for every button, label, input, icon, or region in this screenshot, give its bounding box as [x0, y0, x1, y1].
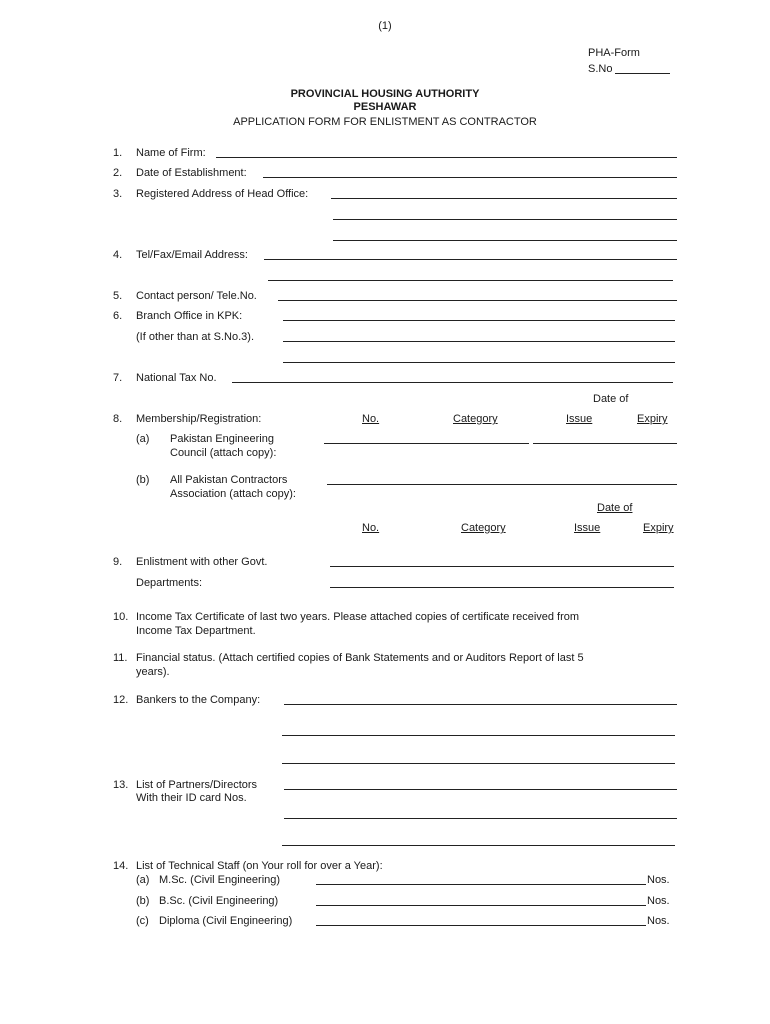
partners-label-2: With their ID card Nos. — [136, 792, 247, 804]
form-title: APPLICATION FORM FOR ENLISTMENT AS CONTRACTOR — [233, 116, 537, 128]
branch-office-note: (If other than at S.No.3). — [136, 331, 255, 343]
serial-number-field[interactable] — [615, 73, 670, 74]
item-number: 6. — [113, 310, 123, 322]
column-issue: Issue — [566, 413, 593, 425]
item-number: 1. — [113, 147, 123, 159]
sub-item-mark: (c) — [136, 915, 149, 927]
head-office-address-field-3[interactable] — [333, 240, 677, 241]
column-category: Category — [453, 413, 498, 425]
contact-details-label: Tel/Fax/Email Address: — [136, 249, 248, 261]
item-number: 5. — [113, 290, 123, 302]
item-number: 13. — [113, 779, 129, 791]
bankers-label: Bankers to the Company: — [136, 694, 261, 706]
pca-field[interactable] — [327, 484, 677, 485]
partners-field-2[interactable] — [284, 818, 677, 819]
column-no-2: No. — [362, 522, 380, 534]
sub-item-mark: (a) — [136, 433, 150, 445]
authority-name: PROVINCIAL HOUSING AUTHORITY — [290, 88, 480, 100]
item-number: 14. — [113, 860, 129, 872]
serial-number-label: S.No — [588, 63, 613, 75]
firm-name-field[interactable] — [216, 157, 677, 158]
national-tax-field[interactable] — [232, 382, 673, 383]
sub-item-mark: (b) — [136, 895, 150, 907]
contact-details-field[interactable] — [264, 259, 677, 260]
branch-office-label: Branch Office in KPK: — [136, 310, 243, 322]
diploma-count-field[interactable] — [316, 925, 646, 926]
bsc-label: B.Sc. (Civil Engineering) — [159, 895, 279, 907]
item-number: 10. — [113, 611, 129, 623]
pec-label-2: Council (attach copy): — [170, 447, 277, 459]
membership-label: Membership/Registration: — [136, 413, 262, 425]
pec-label: Pakistan Engineering — [170, 433, 274, 445]
establishment-date-field[interactable] — [263, 177, 677, 178]
diploma-label: Diploma (Civil Engineering) — [159, 915, 293, 927]
firm-name-label: Name of Firm: — [136, 147, 206, 159]
form-id: PHA-Form — [588, 47, 640, 59]
item-number: 9. — [113, 556, 123, 568]
head-office-address-label: Registered Address of Head Office: — [136, 188, 309, 200]
financial-status-text-2: years). — [136, 666, 170, 678]
msc-label: M.Sc. (Civil Engineering) — [159, 874, 281, 886]
other-enlistment-field-2[interactable] — [330, 587, 674, 588]
partners-field-3[interactable] — [282, 845, 675, 846]
column-expiry: Expiry — [637, 413, 668, 425]
item-number: 8. — [113, 413, 123, 425]
item-number: 3. — [113, 188, 123, 200]
branch-office-field-3[interactable] — [283, 362, 675, 363]
column-expiry-2: Expiry — [643, 522, 674, 534]
contact-person-field[interactable] — [278, 300, 677, 301]
pec-number-category-field[interactable] — [324, 443, 529, 444]
other-enlistment-label: Enlistment with other Govt. — [136, 556, 268, 568]
column-no: No. — [362, 413, 380, 425]
bankers-field-3[interactable] — [282, 763, 675, 764]
sub-item-mark: (b) — [136, 474, 150, 486]
contact-details-field-2[interactable] — [268, 280, 673, 281]
bsc-count-field[interactable] — [316, 905, 646, 906]
financial-status-text: Financial status. (Attach certified copies of Bank Statements and or Auditors Report of last 5 — [136, 652, 584, 664]
partners-field[interactable] — [284, 789, 677, 790]
column-category-2: Category — [461, 522, 506, 534]
item-number: 11. — [113, 652, 128, 664]
head-office-address-field-2[interactable] — [333, 219, 677, 220]
authority-city: PESHAWAR — [353, 101, 417, 113]
msc-count-field[interactable] — [316, 884, 646, 885]
item-number: 4. — [113, 249, 123, 261]
bankers-field[interactable] — [284, 704, 677, 705]
pec-date-field[interactable] — [533, 443, 677, 444]
branch-office-field[interactable] — [283, 320, 675, 321]
head-office-address-field[interactable] — [331, 198, 677, 199]
sub-item-mark: (a) — [136, 874, 150, 886]
column-issue-2: Issue — [574, 522, 601, 534]
diploma-nos: Nos. — [647, 915, 670, 927]
item-number: 2. — [113, 167, 123, 179]
pca-label-2: Association (attach copy): — [170, 488, 296, 500]
other-enlistment-label-2: Departments: — [136, 577, 203, 589]
bsc-nos: Nos. — [647, 895, 670, 907]
technical-staff-label: List of Technical Staff (on Your roll for over a Year): — [136, 860, 383, 872]
establishment-date-label: Date of Establishment: — [136, 167, 247, 179]
national-tax-label: National Tax No. — [136, 372, 217, 384]
date-of-header-2: Date of — [597, 502, 633, 514]
other-enlistment-field[interactable] — [330, 566, 674, 567]
income-tax-text: Income Tax Certificate of last two years. Please attached copies of certificate received from — [136, 611, 580, 623]
bankers-field-2[interactable] — [282, 735, 675, 736]
pca-label: All Pakistan Contractors — [170, 474, 288, 486]
contact-person-label: Contact person/ Tele.No. — [136, 290, 257, 302]
partners-label: List of Partners/Directors — [136, 779, 258, 791]
branch-office-field-2[interactable] — [283, 341, 675, 342]
date-of-header: Date of — [593, 393, 629, 405]
item-number: 12. — [113, 694, 129, 706]
item-number: 7. — [113, 372, 123, 384]
income-tax-text-2: Income Tax Department. — [136, 625, 256, 637]
page-number: (1) — [378, 20, 392, 32]
msc-nos: Nos. — [647, 874, 670, 886]
